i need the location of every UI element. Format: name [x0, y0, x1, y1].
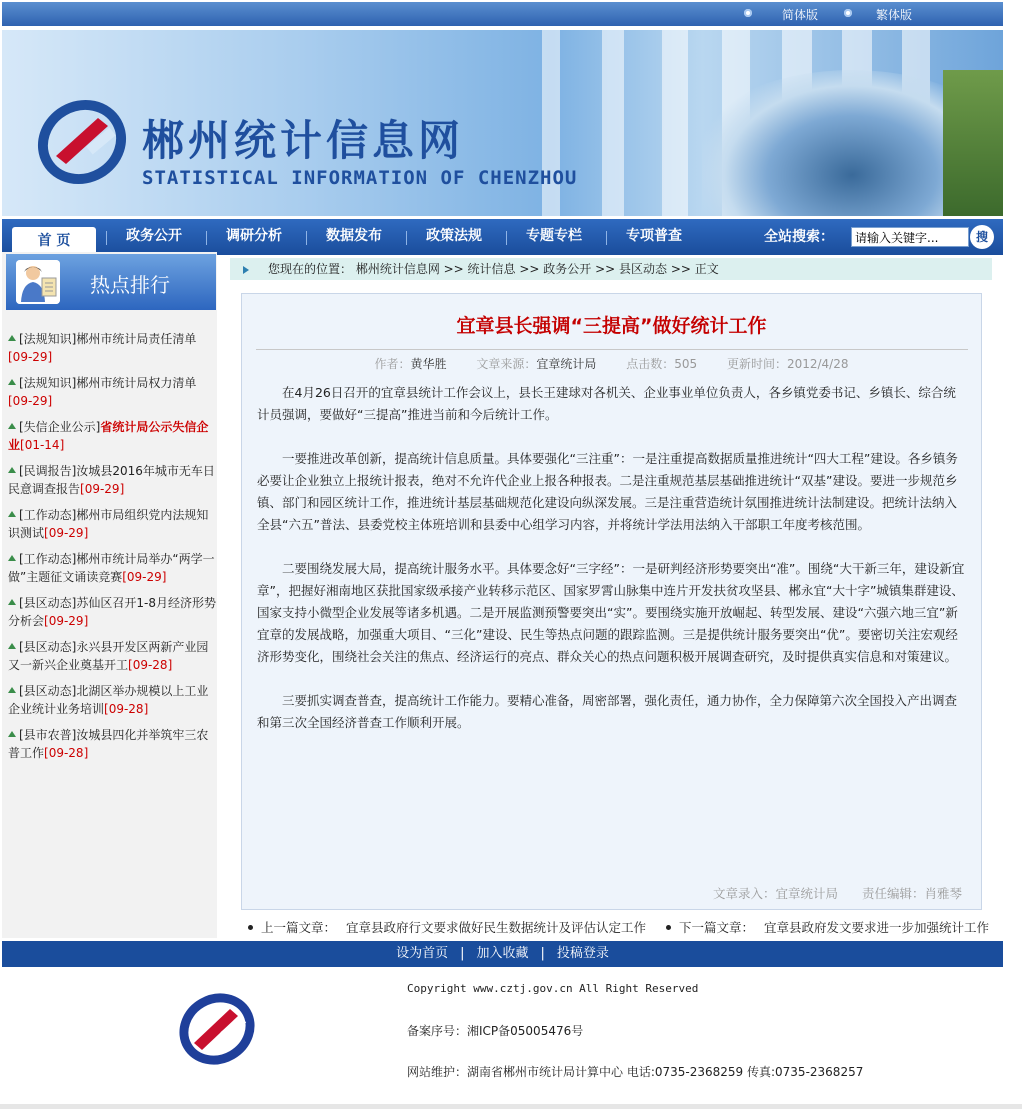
arrow-right-icon — [243, 266, 249, 274]
clicks-label: 点击数： — [626, 357, 675, 371]
trees-image — [943, 70, 1003, 216]
nav-special-topics[interactable]: 专题专栏 — [526, 228, 582, 244]
hot-item-link[interactable]: [县区动态]北湖区举办规模以上工业企业统计业务培训 — [8, 684, 209, 716]
clicks-value: 505 — [674, 357, 698, 371]
arrow-up-icon — [8, 555, 16, 561]
separator: | — [540, 946, 545, 961]
nav-census[interactable]: 专项普查 — [626, 228, 682, 244]
arrow-up-icon — [8, 467, 16, 473]
person-icon — [16, 260, 60, 304]
site-banner — [2, 26, 1003, 216]
bullet-icon — [666, 925, 671, 930]
source-value: 宜章统计局 — [536, 357, 597, 371]
arrow-up-icon — [8, 643, 16, 649]
separator: | — [460, 946, 465, 961]
hot-list — [6, 330, 216, 770]
hot-item-link[interactable]: [法规知识]郴州市统计局责任清单 — [19, 332, 197, 346]
language-bar — [2, 2, 1003, 26]
list-item — [6, 638, 216, 674]
list-item — [6, 374, 216, 410]
list-item — [6, 506, 216, 542]
prev-label: 上一篇文章： — [261, 920, 337, 935]
hot-ranking-header — [6, 254, 216, 310]
list-item — [6, 594, 216, 630]
hot-item-date: [09-29] — [44, 526, 89, 540]
set-homepage-link[interactable]: 设为首页 — [396, 946, 449, 961]
nav-research[interactable]: 调研分析 — [226, 228, 282, 244]
bullet-icon — [844, 9, 852, 17]
article-paragraph: 一要推进改革创新，提高统计信息质量。具体要强化“三注重”：一是注重提高数据质量推进统计“四大工程”建设。各乡镇务必要让企业独立上报统计报表，绝对不允许代企业上报各种报表。二是注重规范基层基础推进统计“双基”建设。要进一步规范乡镇、部门和园区统计工作，推进统计基层基础规范化建设向纵深发展。三是注重营造统计氛围推进统计法制建设。把统计法纳入全县“六五”普法、县委党校主体班培训和县委中心组学习内容，并将统计学法用法纳入干部职工年度考核范围。 — [257, 451, 958, 532]
main-nav — [2, 219, 1003, 255]
updated-value: 2012/4/28 — [786, 357, 849, 371]
footer — [2, 969, 1003, 1107]
article-body — [257, 382, 968, 756]
article-title: 宜章县长强调“三提高”做好统计工作 — [456, 315, 767, 337]
source-label: 文章来源： — [476, 357, 537, 371]
arrow-up-icon — [8, 599, 16, 605]
hot-item-link[interactable]: 省统计局公示失信企业 — [8, 420, 209, 452]
hot-item-link[interactable]: [法规知识]郴州市统计局权力清单 — [19, 376, 197, 390]
nav-policy[interactable]: 政策法规 — [426, 228, 482, 244]
prev-article-link[interactable]: 宜章县政府行文要求做好民生数据统计及评估认定工作 — [346, 920, 647, 935]
arrow-up-icon — [8, 511, 16, 517]
page-bottom — [0, 1104, 1022, 1109]
author-label: 作者： — [374, 357, 411, 371]
hot-item-date: [09-29] — [8, 394, 53, 408]
hot-item-link[interactable]: [工作动态]郴州市局组织党内法规知识测试 — [8, 508, 209, 540]
list-item — [6, 330, 216, 366]
hot-item-date: [09-29] — [80, 482, 125, 496]
hot-item-date: [09-28] — [44, 746, 89, 760]
arrow-up-icon — [8, 731, 16, 737]
hot-item-link[interactable]: [民调报告]汝城县2016年城市无车日民意调查报告 — [8, 464, 215, 496]
hot-item-date: [09-29] — [44, 614, 89, 628]
arrow-up-icon — [8, 687, 16, 693]
author-value: 黄华胜 — [410, 357, 447, 371]
nav-data-release[interactable]: 数据发布 — [326, 228, 382, 244]
hot-item-category[interactable]: [失信企业公示] — [19, 420, 101, 434]
breadcrumb-text[interactable]: 您现在的位置： 郴州统计信息网 >> 统计信息 >> 政务公开 >> 县区动态 >> 正文 — [268, 262, 719, 276]
hot-item-date: [09-28] — [104, 702, 149, 716]
submission-login-link[interactable]: 投稿登录 — [556, 946, 609, 961]
next-label: 下一篇文章： — [679, 920, 755, 935]
next-article-link[interactable]: 宜章县政府发文要求进一步加强统计工作 — [764, 920, 990, 935]
arrow-up-icon — [8, 335, 16, 341]
search-label: 全站搜索： — [764, 229, 834, 245]
article-paragraph: 在4月26日召开的宜章县统计工作会议上，县长王建球对各机关、企业事业单位负责人，各乡镇党委书记、乡镇长、综合统计员强调，要做好“三提高”推进当前和今后统计工作。 — [257, 385, 956, 422]
site-title: 郴州统计信息网 — [142, 116, 465, 165]
hot-item-link[interactable]: [县区动态]永兴县开发区两新产业园又一新兴企业奠基开工 — [8, 640, 209, 672]
article-paragraph: 三要抓实调查普查，提高统计工作能力。要精心准备，周密部署，强化责任，通力协作，全力保障第六次全国投入产出调查和第三次全国经济普查工作顺利开展。 — [257, 693, 958, 730]
hot-ranking-title: 热点排行 — [90, 273, 170, 297]
site-subtitle: STATISTICAL INFORMATION OF CHENZHOU — [142, 167, 578, 189]
hot-item-date: [09-29] — [8, 350, 53, 364]
traditional-link[interactable]: 繁体版 — [876, 8, 913, 22]
maintainer-info: 网站维护：湖南省郴州市统计局计算中心 电话:0735-2368259 传真:0735-2368257 — [407, 1065, 864, 1079]
prev-article — [248, 918, 646, 936]
divider — [256, 349, 968, 350]
hot-item-link[interactable]: [工作动态]郴州市统计局举办“两学一做”主题征文诵读竞赛 — [8, 552, 215, 584]
footer-links — [2, 941, 1003, 967]
nav-home[interactable]: 首 页 — [12, 227, 96, 255]
bullet-icon — [744, 9, 752, 17]
nav-government-affairs[interactable]: 政务公开 — [126, 228, 182, 244]
footer-logo-icon — [174, 989, 260, 1069]
hot-item-link[interactable]: [县市农普]汝城县四化并举筑牢三农普工作 — [8, 728, 209, 760]
add-favorite-link[interactable]: 加入收藏 — [476, 946, 529, 961]
article-meta — [242, 355, 981, 372]
list-item — [6, 726, 216, 762]
search-button[interactable]: 搜 — [970, 225, 994, 249]
article-footer — [689, 884, 962, 902]
left-sidebar — [2, 252, 217, 938]
entry-info: 文章录入：宜章统计局 — [712, 886, 838, 901]
list-item — [6, 550, 216, 586]
list-item — [6, 462, 216, 498]
simplified-link[interactable]: 简体版 — [782, 8, 819, 22]
icp-number[interactable]: 备案序号：湘ICP备05005476号 — [407, 1024, 584, 1038]
hot-item-link[interactable]: [县区动态]苏仙区召开1-8月经济形势分析会 — [8, 596, 216, 628]
breadcrumb — [230, 258, 992, 280]
site-logo-icon[interactable] — [36, 96, 128, 188]
bullet-icon — [248, 925, 253, 930]
list-item — [6, 418, 216, 454]
editor-info: 责任编辑：肖雅琴 — [861, 886, 962, 901]
copyright: Copyright www.cztj.gov.cn All Right Reserved — [407, 982, 699, 995]
arrow-up-icon — [8, 423, 16, 429]
article-box — [241, 293, 982, 910]
article-paragraph: 二要围绕发展大局，提高统计服务水平。具体要念好“三字经”：一是研判经济形势要突出“准”。围绕“大干新三年，建设新宜章”，把握好湘南地区获批国家级承接产业转移示范区、国家罗霄山脉集中连片开发扶贫攻坚县、郴永宜“大十字”城镇集群建设、国家支持小微型企业发展等诸多机遇。二是开展监测预警要突出“实”。要围绕实施开放崛起、转型发展、建设“六强六地三宜”新宜章的发展战略，加强重大项目、“三化”建设、民生等热点问题的跟踪监测。三是提供统计服务要突出“优”。要密切关注宏观经济形势变化，围绕社会关注的焦点、经济运行的亮点、群众关心的热点问题积极开展调查研究，及时提供真实信息和对策建议。 — [257, 561, 965, 664]
hot-item-date: [09-28] — [128, 658, 173, 672]
search-input[interactable] — [851, 227, 969, 247]
hot-item-date: [09-29] — [122, 570, 167, 584]
next-article — [666, 918, 989, 936]
list-item — [6, 682, 216, 718]
updated-label: 更新时间： — [726, 357, 787, 371]
arrow-up-icon — [8, 379, 16, 385]
hot-item-date: [01-14] — [20, 438, 65, 452]
